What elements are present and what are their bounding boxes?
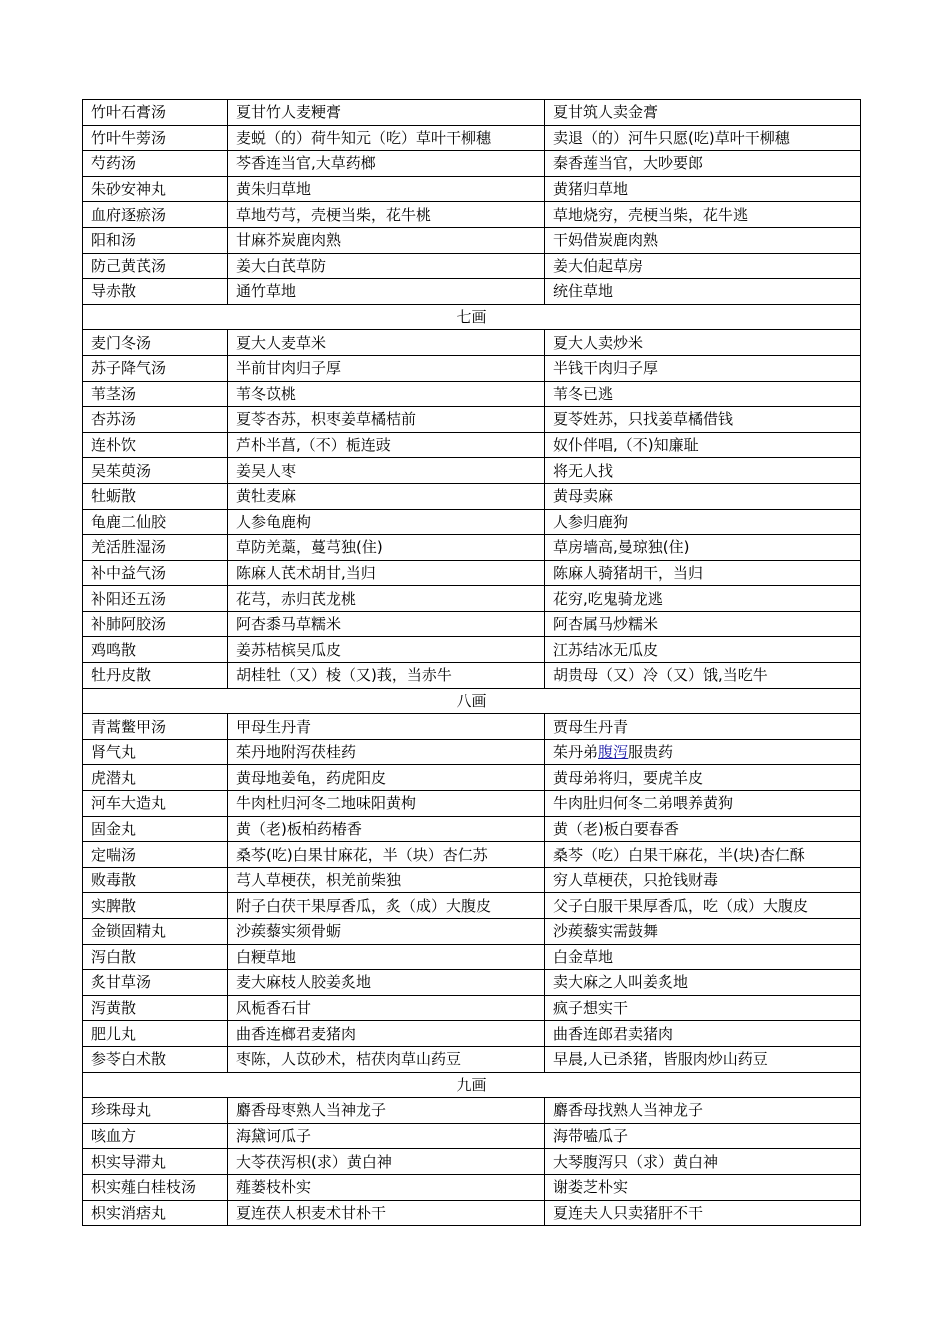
mnemonic-cell: 姜大伯起草房 — [545, 253, 861, 279]
formula-name-cell: 败毒散 — [83, 867, 228, 893]
mnemonic-cell: 夏甘筑人卖金膏 — [545, 100, 861, 126]
formula-name-cell: 朱砂安神丸 — [83, 176, 228, 202]
formula-name-cell: 苇茎汤 — [83, 381, 228, 407]
table-row — [83, 1021, 861, 1047]
mnemonic-cell: 穷人草梗茯，只抢钱财毒 — [545, 867, 861, 893]
formula-composition-cell: 芩香连当官,大草药榔 — [228, 151, 545, 177]
formula-name-cell: 炙甘草汤 — [83, 970, 228, 996]
formula-name-cell: 实脾散 — [83, 893, 228, 919]
mnemonic-cell: 大琴腹泻只（求）黄白神 — [545, 1149, 861, 1175]
table-row — [83, 458, 861, 484]
formula-composition-cell: 夏苓杏苏，枳枣姜草橘桔前 — [228, 407, 545, 433]
formula-name-cell: 固金丸 — [83, 816, 228, 842]
table-row — [83, 1174, 861, 1200]
table-row — [83, 995, 861, 1021]
mnemonic-cell: 胡贵母（又）冷（又）饿,当吃牛 — [545, 663, 861, 689]
table-row — [83, 407, 861, 433]
table-row — [83, 100, 861, 126]
section-title: 七画 — [83, 304, 861, 330]
formula-name-cell: 苏子降气汤 — [83, 355, 228, 381]
section-header-row — [83, 1072, 861, 1098]
mnemonic-cell: 草地烧穷，壳梗当柴，花牛逃 — [545, 202, 861, 228]
table-row — [83, 1123, 861, 1149]
table-row — [83, 586, 861, 612]
formula-name-cell: 金锁固精丸 — [83, 919, 228, 945]
mnemonic-cell: 疯子想实干 — [545, 995, 861, 1021]
formula-composition-cell: 黄牡麦麻 — [228, 483, 545, 509]
table-row — [83, 765, 861, 791]
mnemonic-cell: 谢娄芝朴实 — [545, 1174, 861, 1200]
formula-composition-cell: 阿杏黍马草糯米 — [228, 611, 545, 637]
formula-composition-cell: 芦朴半菖,（不）栀连豉 — [228, 432, 545, 458]
mnemonic-cell: 桑芩（吃）白果干麻花，半(块)杏仁酥 — [545, 842, 861, 868]
table-row — [83, 560, 861, 586]
mnemonic-cell: 花穷,吃鬼骑龙逃 — [545, 586, 861, 612]
formula-composition-cell: 陈麻人芪术胡甘,当归 — [228, 560, 545, 586]
table-row — [83, 919, 861, 945]
formula-name-cell: 杏苏汤 — [83, 407, 228, 433]
formula-name-cell: 阳和汤 — [83, 227, 228, 253]
formula-composition-cell: 曲香连榔君麦猪肉 — [228, 1021, 545, 1047]
table-row — [83, 483, 861, 509]
mnemonic-cell: 陈麻人骑猪胡干，当归 — [545, 560, 861, 586]
mnemonic-cell: 黄母弟将归，要虎羊皮 — [545, 765, 861, 791]
formula-name-cell: 麦门冬汤 — [83, 330, 228, 356]
formula-composition-cell: 白粳草地 — [228, 944, 545, 970]
table-row — [83, 970, 861, 996]
formula-composition-cell: 甲母生丹青 — [228, 714, 545, 740]
table-row — [83, 1046, 861, 1072]
formula-composition-cell: 甘麻芥炭鹿肉熟 — [228, 227, 545, 253]
mnemonic-cell: 牛肉肚归何冬二弟喂养黄狗 — [545, 791, 861, 817]
table-row — [83, 355, 861, 381]
formula-name-cell: 虎潜丸 — [83, 765, 228, 791]
table-row — [83, 151, 861, 177]
formula-name-cell: 补中益气汤 — [83, 560, 228, 586]
table-row — [83, 842, 861, 868]
formula-composition-cell: 薤蒌枝朴实 — [228, 1174, 545, 1200]
formula-composition-cell: 夏甘竹人麦粳膏 — [228, 100, 545, 126]
mnemonic-cell: 夏大人卖炒米 — [545, 330, 861, 356]
mnemonic-cell: 阿杏属马炒糯米 — [545, 611, 861, 637]
table-row — [83, 1200, 861, 1226]
formula-name-cell: 龟鹿二仙胶 — [83, 509, 228, 535]
formula-composition-cell: 茱丹地附泻茯桂药 — [228, 739, 545, 765]
mnemonic-cell: 草房墙高,曼琼独(住) — [545, 535, 861, 561]
cell-text: 茱丹弟 — [553, 743, 599, 762]
formula-name-cell: 补肺阿胶汤 — [83, 611, 228, 637]
mnemonic-cell: 黄母卖麻 — [545, 483, 861, 509]
formula-name-cell: 青蒿鳖甲汤 — [83, 714, 228, 740]
formula-composition-cell: 麦大麻枝人胶姜炙地 — [228, 970, 545, 996]
table-row — [83, 944, 861, 970]
formula-name-cell: 枳实导滞丸 — [83, 1149, 228, 1175]
mnemonic-cell: 父子白服干果厚香瓜，吃（成）大腹皮 — [545, 893, 861, 919]
table-row — [83, 176, 861, 202]
mnemonic-cell: 早晨,人已杀猪，皆服肉炒山药豆 — [545, 1046, 861, 1072]
formula-name-cell: 鸡鸣散 — [83, 637, 228, 663]
formula-name-cell: 枳实消痞丸 — [83, 1200, 228, 1226]
formula-composition-cell: 胡桂牡（又）棱（又)莪，当赤牛 — [228, 663, 545, 689]
formula-name-cell: 肥儿丸 — [83, 1021, 228, 1047]
formula-name-cell: 泻白散 — [83, 944, 228, 970]
table-row — [83, 432, 861, 458]
formula-name-cell: 竹叶石膏汤 — [83, 100, 228, 126]
mnemonic-cell: 贾母生丹青 — [545, 714, 861, 740]
table-row — [83, 611, 861, 637]
mnemonic-cell: 人参归鹿狗 — [545, 509, 861, 535]
cell-text: 服贵药 — [628, 743, 674, 762]
formula-name-cell: 河车大造丸 — [83, 791, 228, 817]
hyperlink[interactable]: 腹泻 — [598, 743, 629, 762]
formula-name-cell: 枳实薤白桂枝汤 — [83, 1174, 228, 1200]
formula-composition-cell: 草防羌藁，蔓芎独(住) — [228, 535, 545, 561]
formula-name-cell: 咳血方 — [83, 1123, 228, 1149]
formula-name-cell: 参苓白术散 — [83, 1046, 228, 1072]
formula-name-cell: 牡蛎散 — [83, 483, 228, 509]
mnemonic-cell: 将无人找 — [545, 458, 861, 484]
mnemonic-cell: 统住草地 — [545, 279, 861, 305]
table-row — [83, 637, 861, 663]
section-title: 九画 — [83, 1072, 861, 1098]
formula-composition-cell: 夏连茯人枳麦术甘朴干 — [228, 1200, 545, 1226]
formula-name-cell: 肾气丸 — [83, 739, 228, 765]
table-row — [83, 279, 861, 305]
mnemonic-cell: 黄（老)板白要春香 — [545, 816, 861, 842]
mnemonic-cell: 干妈借炭鹿肉熟 — [545, 227, 861, 253]
formula-composition-cell: 苇冬苡桃 — [228, 381, 545, 407]
table-row — [83, 1149, 861, 1175]
table-row — [83, 893, 861, 919]
table-row — [83, 202, 861, 228]
formula-composition-cell: 牛肉杜归河冬二地味阳黄枸 — [228, 791, 545, 817]
formula-composition-cell: 半前甘肉归子厚 — [228, 355, 545, 381]
formula-name-cell: 血府逐瘀汤 — [83, 202, 228, 228]
formula-name-cell: 牡丹皮散 — [83, 663, 228, 689]
formula-composition-cell: 姜大白芪草防 — [228, 253, 545, 279]
mnemonic-cell — [545, 739, 861, 765]
formula-composition-cell: 枣陈，人苡砂术，桔茯肉草山药豆 — [228, 1046, 545, 1072]
table-body — [83, 100, 861, 1226]
formula-name-cell: 珍珠母丸 — [83, 1098, 228, 1124]
table-row — [83, 739, 861, 765]
table-row — [83, 714, 861, 740]
formula-name-cell: 补阳还五汤 — [83, 586, 228, 612]
mnemonic-cell: 苇冬已逃 — [545, 381, 861, 407]
mnemonic-cell: 卖大麻之人叫姜炙地 — [545, 970, 861, 996]
formula-composition-cell: 风栀香石甘 — [228, 995, 545, 1021]
table-row — [83, 1098, 861, 1124]
formula-name-cell: 竹叶牛蒡汤 — [83, 125, 228, 151]
section-header-row — [83, 688, 861, 714]
table-row — [83, 330, 861, 356]
mnemonic-cell: 海带嗑瓜子 — [545, 1123, 861, 1149]
formula-composition-cell: 人参龟鹿枸 — [228, 509, 545, 535]
table-row — [83, 381, 861, 407]
mnemonic-cell: 奴仆伴唱,（不)知廉耻 — [545, 432, 861, 458]
formula-name-cell: 连朴饮 — [83, 432, 228, 458]
mnemonic-cell: 沙蒺藜实需鼓舞 — [545, 919, 861, 945]
formula-composition-cell: 黄母地姜龟，药虎阳皮 — [228, 765, 545, 791]
formula-name-cell: 导赤散 — [83, 279, 228, 305]
formula-composition-cell: 桑芩(吃)白果甘麻花，半（块）杏仁苏 — [228, 842, 545, 868]
table-row — [83, 227, 861, 253]
formula-name-cell: 芍药汤 — [83, 151, 228, 177]
formula-name-cell: 吴茱萸汤 — [83, 458, 228, 484]
formula-name-cell: 定喘汤 — [83, 842, 228, 868]
formula-name-cell: 泻黄散 — [83, 995, 228, 1021]
formula-composition-cell: 黄（老)板柏药椿香 — [228, 816, 545, 842]
section-header-row — [83, 304, 861, 330]
table-row — [83, 509, 861, 535]
formula-composition-cell: 麝香母枣熟人当神龙子 — [228, 1098, 545, 1124]
mnemonic-cell: 秦香莲当官，大吵要郎 — [545, 151, 861, 177]
mnemonic-cell: 曲香连郎君卖猪肉 — [545, 1021, 861, 1047]
formula-composition-cell: 通竹草地 — [228, 279, 545, 305]
formula-composition-cell: 草地芍芎，壳梗当柴，花牛桃 — [228, 202, 545, 228]
formula-composition-cell: 芎人草梗茯，枳羌前柴独 — [228, 867, 545, 893]
formula-composition-cell: 花芎，赤归芪龙桃 — [228, 586, 545, 612]
mnemonic-cell: 江苏结冰无瓜皮 — [545, 637, 861, 663]
mnemonic-cell: 夏苓姓苏，只找姜草橘借钱 — [545, 407, 861, 433]
formula-composition-cell: 海黛诃瓜子 — [228, 1123, 545, 1149]
mnemonic-cell: 白金草地 — [545, 944, 861, 970]
formula-name-cell: 羌活胜湿汤 — [83, 535, 228, 561]
mnemonic-cell: 黄猪归草地 — [545, 176, 861, 202]
formula-composition-cell: 夏大人麦草米 — [228, 330, 545, 356]
formula-composition-cell: 大苓茯泻枳(求）黄白神 — [228, 1149, 545, 1175]
section-title: 八画 — [83, 688, 861, 714]
table-row — [83, 125, 861, 151]
table-row — [83, 663, 861, 689]
formula-composition-cell: 姜苏桔槟吴瓜皮 — [228, 637, 545, 663]
formula-composition-cell: 附子白茯干果厚香瓜，炙（成）大腹皮 — [228, 893, 545, 919]
table-row — [83, 867, 861, 893]
formula-composition-cell: 麦蜕（的）荷牛知元（吃）草叶干柳穗 — [228, 125, 545, 151]
mnemonic-cell: 麝香母找熟人当神龙子 — [545, 1098, 861, 1124]
formula-composition-cell: 姜吴人枣 — [228, 458, 545, 484]
formula-composition-cell: 黄朱归草地 — [228, 176, 545, 202]
table-row — [83, 253, 861, 279]
formula-name-cell: 防己黄芪汤 — [83, 253, 228, 279]
table-row — [83, 791, 861, 817]
mnemonic-cell: 夏连夫人只卖猪肝不干 — [545, 1200, 861, 1226]
formula-mnemonic-table — [82, 99, 861, 1226]
table-row — [83, 816, 861, 842]
formula-composition-cell: 沙蒺藜实须骨蛎 — [228, 919, 545, 945]
table-row — [83, 535, 861, 561]
mnemonic-cell: 半钱干肉归子厚 — [545, 355, 861, 381]
mnemonic-cell: 卖退（的）河牛只愿(吃)草叶干柳穗 — [545, 125, 861, 151]
